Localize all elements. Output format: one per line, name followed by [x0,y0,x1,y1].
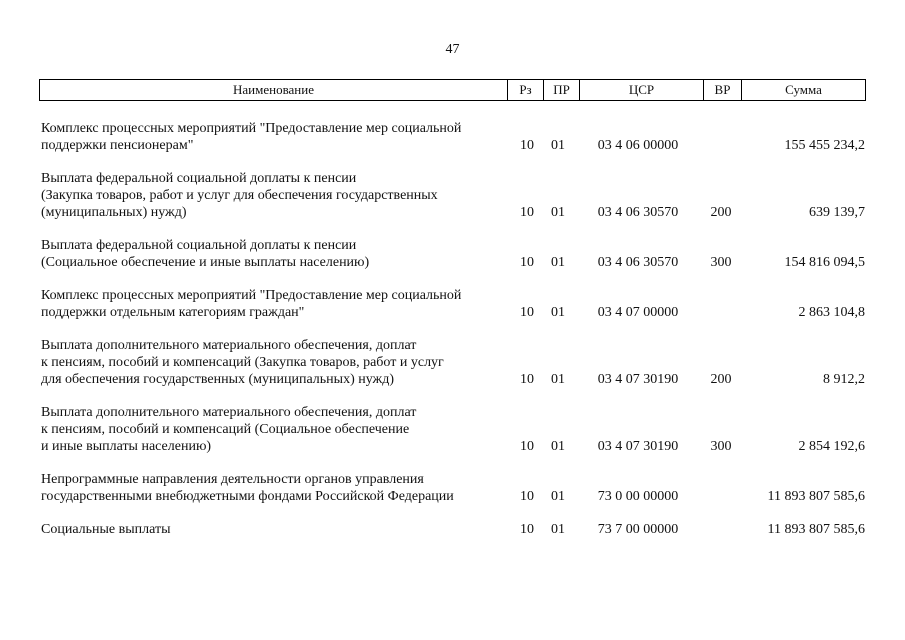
header-vr: ВР [703,80,741,100]
row-vr: 300 [710,439,732,454]
header-sum: Сумма [741,80,865,100]
table-header [39,79,866,101]
row-pr: 01 [551,138,565,153]
row-vr: 200 [710,205,732,220]
row-csr: 03 4 07 30190 [597,439,679,454]
row-pr: 01 [551,255,565,270]
row-rz: 10 [520,522,534,537]
row-name: Выплата дополнительного материального обеспечения, доплат к пенсиям, пособий и компенсаций (Закупка товаров, работ и услуг для обеспечения государственных (муниципальных) нужд) [41,338,444,387]
row-csr: 03 4 06 00000 [597,138,679,153]
row-csr: 03 4 07 00000 [597,305,679,320]
row-csr: 03 4 06 30570 [597,255,679,270]
row-vr [706,521,736,538]
header-name: Наименование [233,82,314,97]
row-name: Комплекс процессных мероприятий "Предоставление мер социальной поддержки отдельным категориям граждан" [41,288,462,320]
row-sum: 11 893 807 585,6 [767,522,865,537]
row-sum: 155 455 234,2 [784,138,865,153]
row-rz: 10 [520,255,534,270]
row-pr: 01 [551,205,565,220]
table-row [39,287,866,321]
row-rz: 10 [520,489,534,504]
table-row [39,170,866,221]
row-sum: 8 912,2 [823,372,865,387]
row-csr: 03 4 06 30570 [597,205,679,220]
page-number: 47 [445,42,460,57]
row-sum: 2 863 104,8 [798,305,865,320]
header-rz: Рз [507,80,543,100]
row-rz: 10 [520,205,534,220]
header-csr: ЦСР [579,80,703,100]
row-vr: 200 [710,372,732,387]
row-pr: 01 [551,489,565,504]
row-name: Выплата федеральной социальной доплаты к пенсии (Социальное обеспечение и иные выплаты населению) [41,238,370,270]
row-pr: 01 [551,305,565,320]
table-row [39,120,866,154]
row-name: Социальные выплаты [41,522,171,537]
row-name: Выплата федеральной социальной доплаты к пенсии (Закупка товаров, работ и услуг для обеспечения государственных (муниципальных) нужд) [41,171,438,220]
row-vr [706,488,736,505]
table-row [39,237,866,271]
row-pr: 01 [551,439,565,454]
row-csr: 73 0 00 00000 [597,489,679,504]
table-row [39,404,866,455]
row-csr: 73 7 00 00000 [597,522,679,537]
row-pr: 01 [551,522,565,537]
table-row [39,471,866,505]
row-name: Выплата дополнительного материального обеспечения, доплат к пенсиям, пособий и компенсаций (Социальное обеспечение и иные выплаты населению) [41,405,417,454]
row-pr: 01 [551,372,565,387]
row-rz: 10 [520,305,534,320]
row-name: Непрограммные направления деятельности органов управления государственными внебюджетными фондами Российской Федерации [41,472,454,504]
row-vr: 300 [710,255,732,270]
row-rz: 10 [520,439,534,454]
table-row [39,521,866,538]
row-vr [706,304,736,321]
row-rz: 10 [520,372,534,387]
table-row [39,337,866,388]
row-vr [706,137,736,154]
row-rz: 10 [520,138,534,153]
row-sum: 154 816 094,5 [784,255,865,270]
row-csr: 03 4 07 30190 [597,372,679,387]
row-sum: 2 854 192,6 [798,439,865,454]
row-sum: 639 139,7 [809,205,865,220]
row-name: Комплекс процессных мероприятий "Предоставление мер социальной поддержки пенсионерам" [41,121,462,153]
header-pr: ПР [543,80,579,100]
row-sum: 11 893 807 585,6 [767,489,865,504]
